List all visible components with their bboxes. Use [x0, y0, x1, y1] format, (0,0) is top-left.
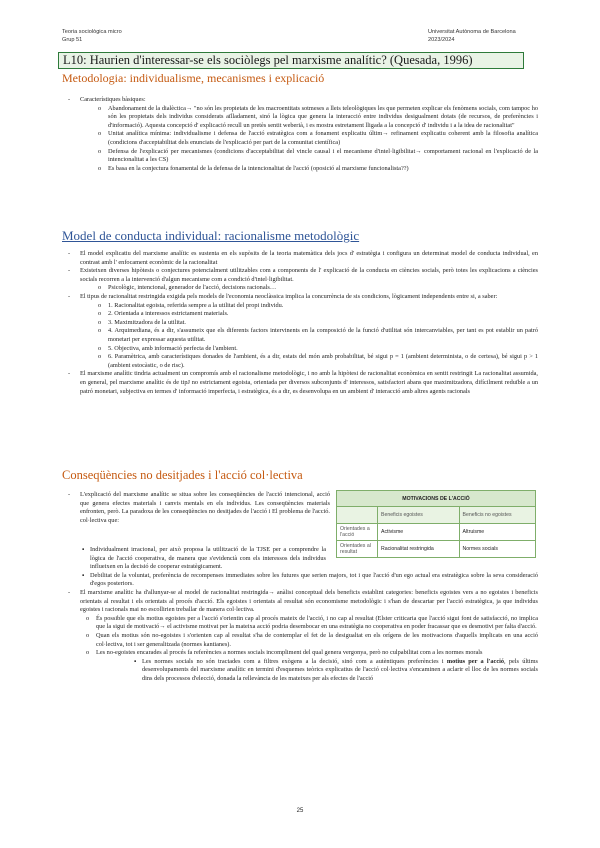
- list-item: o Quan els motius són no-egoistes i s'orienten cap al resultat s'ha de contemplar el fet de la desigualtat en els orígens de les motivacions d'aquells implicats en una acció col·lectiva, tot i ser generalitzada (normes kantianes).: [62, 632, 538, 649]
- bullet-text-bold: motius per a l'acció: [446, 657, 505, 665]
- table-col-header: Beneficis no egoistes: [459, 507, 535, 524]
- section1-heading: Metodologia: individualisme, mecanismes i explicació: [62, 71, 325, 85]
- table-col-header: Beneficis egoistes: [378, 507, 460, 524]
- section2-heading: Model de conducta individual: racionalisme metodològic: [62, 228, 360, 243]
- condition-item: o 4. Arquimediana, és a dir, s'assumeix que els diferents factors intervinents en la composició de la funció d'utilitat són intercanviables, per tant es pot establir un patró monetari per expressar aquesta utilitat.: [62, 327, 538, 344]
- table-row-header: Orientades al resultat: [337, 541, 378, 558]
- condition-item: o 1. Racionalitat egoista, referida sempre a la utilitat del propi individu.: [62, 302, 538, 311]
- condition-item: o 3. Maximitzadora de la utilitat.: [62, 319, 538, 328]
- section2-paragraph: - El marxisme analític tindria actualment un compromís amb el racionalisme metodològic, i no amb la hipòtesi de racionalitat econòmica en sentit restringit La racionalitat assumida, en general, pel marxisme analític és de tipJ no estrictament egoista, orientada per diversos subconjunts d' interessos, satisfactori abans que maximitzadora, difícilment reduïble a un patró monetari, subjectiva en termes d' informació imperfecta, i estratègica, és a dir, es desenvolupa en un ambient d' interacció amb altres agents racionals: [62, 370, 538, 396]
- table-cell: Normes socials: [459, 541, 535, 558]
- header-right: [428, 28, 516, 44]
- list-item: o Unitat analítica mínima: individualisme i defensa de l'acció estratègica com a fonament explicatiu últim→ refinament explicatiu coherent amb la filosofia analítica (condicions d'acceptabilitat dels enunciats de l'explicació per part de la comunitat científica): [62, 130, 538, 147]
- section2-body: [62, 250, 538, 396]
- bullet-text-end: , pels últims desenvolupaments del marxisme analític en termini d'esquemes teòrics explicatius de l'acció col·lectiva s'encaminen a aclarir el lloc de les normes socials dins dels processos d'elecció, donada la rellevància de les mateixes per als efectes de l'acció: [142, 657, 538, 682]
- bullet-item: ▪ Debilitat de la voluntat, preferència de recompenses immediates sobre les futures que serien majors, tot i que l'acció d'un ego actual era estratègica sobre la seva consideració d'egos posteriors.: [62, 572, 538, 589]
- section3-paragraph: - L'explicació del marxisme analític se situa sobre les conseqüències de l'acció intencional, acció que genera efectes materials i canvis mentals en els individus. Les conseqüències materials enfronten, però. La paradoxa de les conseqüències no desitjades de l'acció i El problema de l'acció. col·lectiva que:: [62, 491, 330, 525]
- section3-body: [62, 546, 538, 684]
- university-name: Universitat Autònoma de Barcelona: [428, 29, 516, 35]
- condition-item: o 6. Paramètrica, amb característiques donades de l'ambient, és a dir, estats del món amb probabilitat, bé sigui p = 1 (ambient determinista, o de certesa), bé sigui p > 1 (ambient estocàstic, o de risc).: [62, 353, 538, 370]
- section3-paragraph: - El marxisme analític ha d'allunyar-se al model de racionalitat restringida→ anàlisi conceptual dels beneficis establint categories: beneficis egoistes vers a no egoistes i beneficis orientats al resultat i els orientats al procés d'acció. Els egoistes i orientats al resultat són economisme metodològic i s'han de descartar per l'acció estratègica, ja que individus egoistes i racionals mai no escollirien treballar de manera col·lectiva.: [62, 589, 538, 615]
- table-title: MOTIVACIONS DE L'ACCIÓ: [337, 491, 536, 507]
- page-number: 25: [296, 808, 304, 814]
- section3-intro: [62, 491, 330, 525]
- list-item: o És possible que els motius egoistes per a l'acció s'orientin cap al procés mateix de l'acció, i no cap al resultat (Elster criticaria que l'acció sigui font de satisfacció, no implica que la sigui de motivació→ el activisme motivat per la mateixa acció podria desembocar en una estratègia no cooperativa en poder fracassar que es desmotivi per falta d'acció.: [62, 615, 538, 632]
- section1-intro: - Característiques bàsiques:: [62, 96, 538, 105]
- section2-paragraph: - Existeixen diverses hipòtesis o conjectures potencialment utilitzables com a components de l' explicació de la conducta en ciències socials, però totes les explicacions a ciències socials recorren a la intervenció d'algun mecanisme com a condició d'intel·ligibilitat.: [62, 267, 538, 284]
- table-cell: Racionalitat restringida: [378, 541, 460, 558]
- bullet-item: [62, 658, 538, 684]
- table-row-header: Orientades a l'acció: [337, 524, 378, 541]
- list-item: o Abandonament de la dialèctica→ "no són les propietats de les macroentitats sotmeses a lleis teleològiques les que permeten explicar els fenòmens socials, com tampoc ho són les propietats dels individus considerats aïlladament, sinó la lògica que genera la interacció entre individus desigualment dotats (de recursos, de preferències i d'informació). Aquesta concepció d' explicació recull un pretès sentit weberià, i es mostra estretament lligada a la concepció d' individu i a la idea de racionalitat": [62, 105, 538, 131]
- page-title: L10: Haurien d'interessar-se els sociòlegs pel marxisme analític? (Quesada, 1996): [58, 52, 524, 69]
- academic-year: 2023/2024: [428, 37, 455, 43]
- table-cell: Altruisme: [459, 524, 535, 541]
- course-name: Teoria sociològica micro: [62, 29, 122, 35]
- table-corner: [337, 507, 378, 524]
- section3-heading: Conseqüències no desitjades i l'acció col·lectiva: [62, 468, 303, 482]
- header-left: [62, 28, 122, 44]
- list-item: o Es basa en la conjectura fonamental de la defensa de la intencionalitat de l'acció (oposició al marxisme funcionalista??): [62, 165, 538, 174]
- section2-paragraph: - El model explicatiu del marxisme analític es sustenta en els supòsits de la teoria matemàtica dels jocs d' estratègia i configura un determinat model de conducta individual, en contrast amb l' enfocament econòmic de la racionalitat: [62, 250, 538, 267]
- bullet-item: ▪ Individualment irracional, per això proposa la utilització de la TJSE per a comprendre la lògica de l'acció cooperativa, de manera que s'evidencià com els interessos dels individus influeixen en la decisió de cooperar estratègicament.: [62, 546, 538, 572]
- table-cell: Activisme: [378, 524, 460, 541]
- list-item: o Defensa de l'explicació per mecanismes (condicions d'acceptabilitat del vincle causal i el mecanisme d'intel·ligibilitat→ comportament racional en l'explicació de la intencionalitat a les CS): [62, 148, 538, 165]
- group-name: Grup 51: [62, 37, 83, 43]
- section1-body: [62, 96, 538, 173]
- condition-item: o 5. Objectiva, amb informació perfecta de l'ambient.: [62, 345, 538, 354]
- condition-item: o 2. Orientada a interessos estrictament materials.: [62, 310, 538, 319]
- list-item: o Les no-egoistes encarades al procés fa referències a normes socials incompliment del qual genera vergonya, però no culpabilitat com a les normes morals: [62, 649, 538, 658]
- list-item: o Psicològic, intencional, generador de l'acció, decisions racionals…: [62, 284, 538, 293]
- section2-paragraph: - El tipus de racionalitat restringida exigida pels models de l'economia neoclàssica implica la concurrència de sis condicions, lògicament independents entre si, a saber:: [62, 293, 538, 302]
- bullet-text-start: Les normes socials no són tractades com a filtres exògens a la decisió, sinó com a autèntiques preferències i: [142, 657, 447, 665]
